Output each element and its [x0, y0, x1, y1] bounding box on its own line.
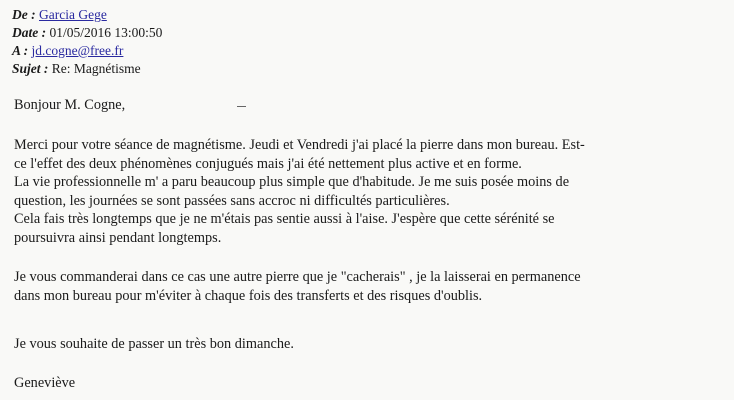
subject-value: Re: Magnétisme — [51, 61, 141, 76]
paragraph-line: Je vous commanderai dans ce cas une autre pierre que je "cacherais" , je la laisserai en permanence — [14, 269, 581, 285]
paragraph-2 — [14, 268, 581, 305]
date-value: 01/05/2016 13:00:50 — [49, 25, 163, 40]
from-sender-link[interactable]: Garcia Gege — [39, 7, 107, 22]
paragraph-line: ce l'effet des deux phénomènes conjugués mais j'ai été nettement plus active et en forme. — [14, 155, 522, 172]
paragraph-1 — [14, 136, 585, 247]
closing-line: Je vous souhaite de passer un très bon dimanche. — [14, 336, 294, 352]
scan-mark — [237, 106, 246, 107]
to-label: A : — [12, 43, 29, 58]
email-header — [12, 6, 162, 78]
subject-label: Sujet : — [12, 61, 49, 76]
paragraph-line: La vie professionnelle m' a paru beaucoup plus simple que d'habitude. Je me suis posée moins de — [14, 174, 570, 190]
from-label: De : — [12, 7, 36, 22]
to-email-link[interactable]: jd.cogne@free.fr — [31, 43, 124, 58]
to-row — [12, 42, 162, 60]
paragraph-line: question, les journées se sont passées sans accroc ni difficultés particulières. — [14, 192, 450, 209]
paragraph-line: Cela fais très longtemps que je ne m'étais pas sentie aussi à l'aise. J'espère que cette sérénité se — [14, 211, 555, 227]
date-label: Date : — [12, 25, 47, 40]
signature: Geneviève — [14, 375, 76, 391]
paragraph-line: dans mon bureau pour m'éviter à chaque fois des transferts et des risques d'oublis. — [14, 287, 483, 304]
from-row — [12, 6, 162, 24]
date-row — [12, 24, 162, 42]
paragraph-line: Merci pour votre séance de magnétisme. Jeudi et Vendredi j'ai placé la pierre dans mon bureau. Est- — [14, 137, 585, 153]
paragraph-line: poursuivra ainsi pendant longtemps. — [14, 229, 222, 246]
greeting: Bonjour M. Cogne, — [14, 97, 126, 113]
subject-row — [12, 60, 162, 78]
